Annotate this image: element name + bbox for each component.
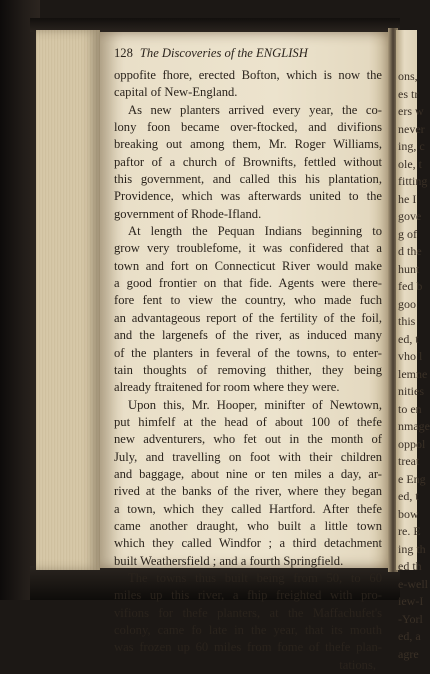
facing-page-line: hunt xyxy=(398,261,420,276)
text-line: town and fort on Connecticut River would make xyxy=(114,258,382,273)
facing-page-line: he I xyxy=(398,191,417,206)
facing-page-line: ed, t xyxy=(398,331,419,346)
text-line: July, and travelling on foot with their children xyxy=(114,449,382,464)
facing-page-line: -Yorl xyxy=(398,611,423,626)
facing-page xyxy=(396,30,430,661)
facing-page-line: this xyxy=(398,314,416,328)
text-line: miles up this river, a fhip freighted with pro- xyxy=(114,588,382,603)
text-line: was frozen up 60 miles from fome of thefe plan- xyxy=(114,640,382,655)
facing-page-line: e-well xyxy=(398,576,428,591)
running-title: The Discoveries of the ENGLISH xyxy=(139,46,308,60)
text-line: colony, came fo late in the year, that its mouth xyxy=(114,623,382,637)
facing-page-line: ed, t xyxy=(398,489,419,503)
text-line: Upon this, Mr. Hooper, minifter of Newtown, xyxy=(128,397,382,412)
text-line: The towns thus built being from 50, to 60 xyxy=(128,570,382,585)
text-line: breaking out among them, Mr. Roger Williams, xyxy=(114,137,382,152)
text-line: vifions for thefe planters, at the Maffachufet's xyxy=(114,605,382,620)
facing-page-line: fitting xyxy=(398,174,428,188)
text-line: which they called Windfor ; a third detachment xyxy=(114,536,382,551)
text-line: grow very troublefome, it was confidered that a xyxy=(114,241,382,256)
text-line: new adventurers, who fet out in the month of xyxy=(114,432,382,447)
text-line: government of Rhode-Ifland. xyxy=(114,206,262,221)
facing-page-line: gove xyxy=(398,209,422,223)
facing-page-line: iew-I xyxy=(398,594,424,608)
text-line: At length the Pequan Indians beginning to xyxy=(128,224,382,239)
text-line: tain thoughts of removing thither, they being xyxy=(114,362,382,377)
facing-page-line: ing, c xyxy=(398,139,425,153)
book-cover-edge xyxy=(0,0,40,600)
facing-page-line: nmage xyxy=(398,419,430,433)
facing-page-line: re. E xyxy=(398,524,421,538)
text-line: built Weathersfield ; and a fourth Springfield. xyxy=(114,553,344,568)
text-line: of the planters in feveral of the towns, to enter- xyxy=(114,345,382,360)
facing-page-text xyxy=(396,68,430,663)
text-line: fore fent to view the country, who made fuch xyxy=(114,293,382,308)
facing-page-line: g of xyxy=(398,226,417,241)
facing-page-line: lemne xyxy=(398,366,428,381)
text-line: a town, which they called Hartford. After thefe xyxy=(114,501,382,516)
facing-page-line: bow xyxy=(398,506,419,521)
facing-page-line: ole, t xyxy=(398,156,422,171)
facing-page-line: ers w xyxy=(398,104,424,118)
facing-page-line: ed th xyxy=(398,559,422,573)
facing-page-line: ed, a xyxy=(398,629,421,643)
body-text xyxy=(114,67,382,657)
facing-page-line: ons, xyxy=(398,69,418,83)
page-stack-edges xyxy=(36,30,100,570)
text-line: oppofite fhore, erected Bofton, which is now the xyxy=(114,68,382,82)
page-text-column xyxy=(114,46,382,674)
text-line: As new planters arrived every year, the co- xyxy=(128,102,382,117)
text-line: this government, and called this his plantation, xyxy=(114,172,382,187)
facing-page-line: goo xyxy=(398,296,416,311)
text-line: and baggage, about nine or ten miles a day, ar- xyxy=(114,466,382,481)
text-line: and the largenefs of the river, as induced many xyxy=(114,328,382,343)
text-line: lony foon became over-ftocked, and divifions xyxy=(114,120,382,135)
facing-page-line: ing th xyxy=(398,541,426,556)
facing-page-line: nities xyxy=(398,384,424,398)
catchword: tations, xyxy=(339,657,376,672)
facing-page-line: to en xyxy=(398,401,422,416)
text-line: put himfelf at the head of about 100 of thefe xyxy=(114,414,382,429)
text-line: capital of New-England. xyxy=(114,85,238,100)
facing-page-line: treat xyxy=(398,454,420,468)
text-line: Providence, which was afterwards united to the xyxy=(114,189,382,204)
facing-page-line: never xyxy=(398,121,425,136)
text-line: rived at the banks of the river, where they began xyxy=(114,484,382,499)
text-line: already ftraitened for room where they were. xyxy=(114,380,340,395)
facing-page-line: vho l xyxy=(398,349,423,363)
facing-page-line: oppol xyxy=(398,436,426,451)
facing-page-line: agre xyxy=(398,646,419,661)
facing-page-line: e Eng xyxy=(398,471,426,486)
text-line: an advantageous report of the fertility of the foil, xyxy=(114,310,382,325)
text-line: came another draught, who built a little town xyxy=(114,518,382,533)
facing-page-line: d the xyxy=(398,244,422,258)
facing-page-line: es tr xyxy=(398,86,419,101)
text-line: a good frontier on that fide. Agents were there- xyxy=(114,276,382,291)
text-line: paftor of a church of Brownifts, fettled without xyxy=(114,154,382,169)
page-number: 128 xyxy=(114,46,133,60)
running-header xyxy=(114,46,382,67)
facing-page-line: fed b xyxy=(398,279,423,293)
